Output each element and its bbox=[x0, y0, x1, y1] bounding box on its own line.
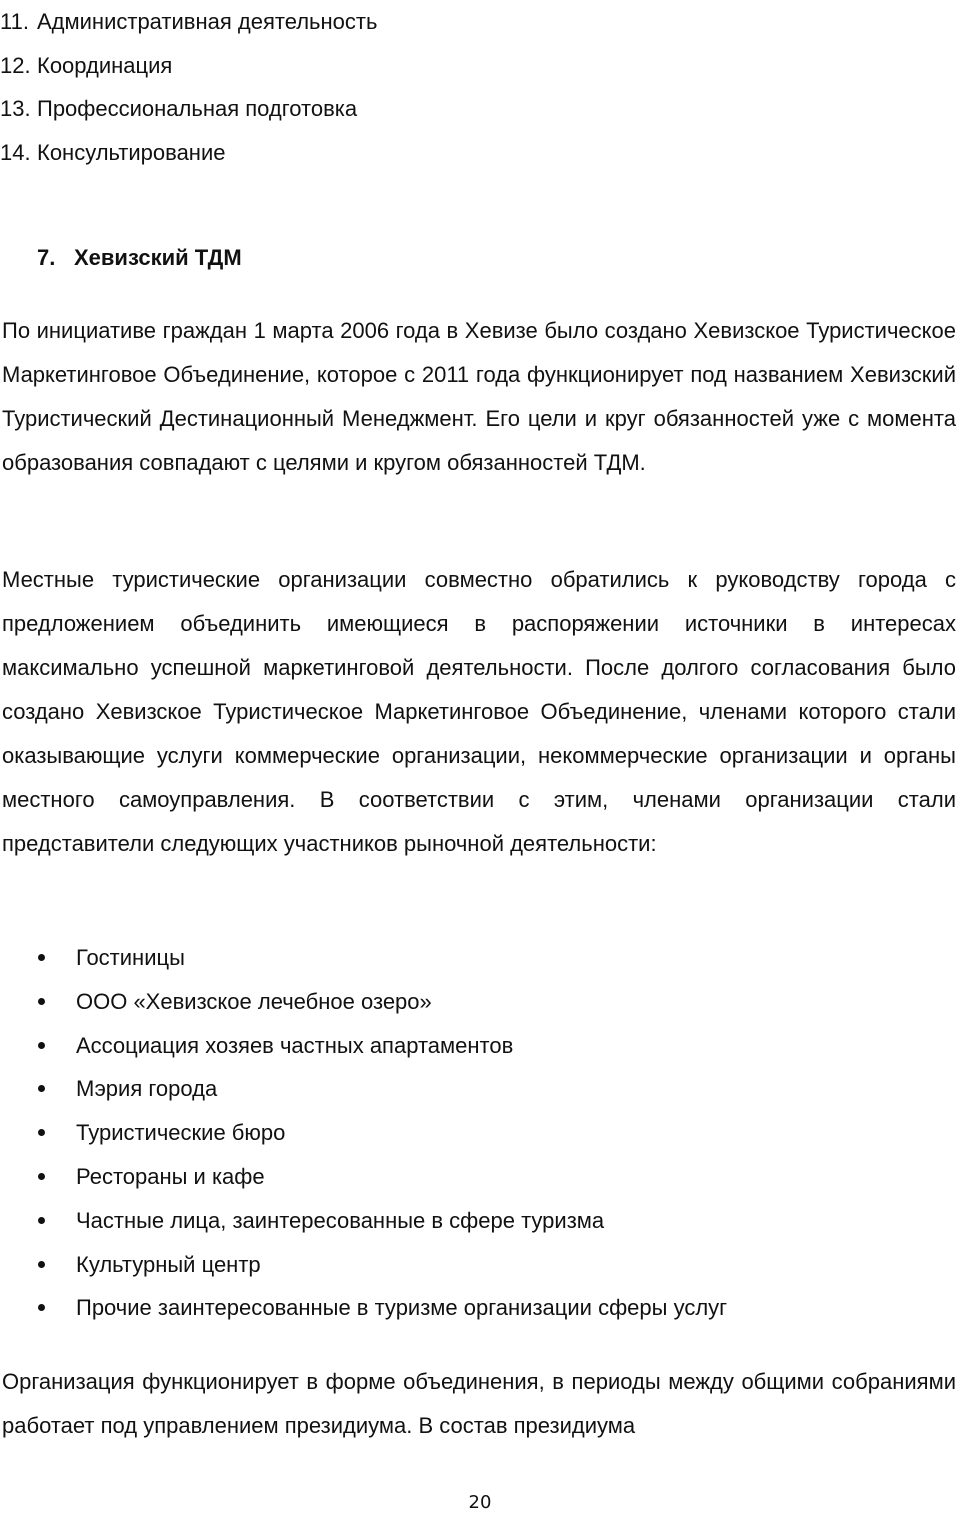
list-item-number: 13. bbox=[0, 96, 31, 121]
bullet-text: Рестораны и кафе bbox=[76, 1163, 265, 1189]
bullet-icon bbox=[38, 998, 45, 1005]
bullet-text: Прочие заинтересованные в туризме организации сферы услуг bbox=[76, 1295, 728, 1321]
bullet-icon bbox=[38, 1304, 45, 1311]
section-heading bbox=[37, 238, 242, 278]
list-item-number: 14. bbox=[0, 139, 31, 165]
bullet-text: Ассоциация хозяев частных апартаментов bbox=[76, 1032, 514, 1058]
bullet-item bbox=[0, 1067, 727, 1111]
page-number: 20 bbox=[468, 1492, 492, 1513]
section-title: Хевизский ТДМ bbox=[74, 245, 242, 270]
numbered-list bbox=[0, 0, 377, 174]
bullet-item bbox=[0, 1243, 727, 1287]
section-number: 7. bbox=[37, 245, 56, 270]
bullet-item bbox=[0, 1155, 727, 1199]
bullet-icon bbox=[38, 1217, 45, 1224]
bullet-list bbox=[0, 936, 727, 1330]
list-item-text: Профессиональная подготовка bbox=[37, 96, 358, 121]
list-item-text: Консультирование bbox=[37, 139, 226, 165]
bullet-icon bbox=[38, 1173, 45, 1180]
list-item-text: Координация bbox=[37, 52, 173, 78]
bullet-icon bbox=[38, 1261, 45, 1268]
bullet-item bbox=[0, 1024, 727, 1068]
bullet-text: ООО «Хевизское лечебное озеро» bbox=[76, 988, 432, 1014]
bullet-text: Частные лица, заинтересованные в сфере туризма bbox=[76, 1207, 605, 1233]
paragraph-intro: По инициативе граждан 1 марта 2006 года в Хевизе было создано Хевизское Туристическое Маркетинговое Объединение, которое с 2011 года функционирует под названием Хевизский Туристический Дестинационный Менеджмент. Его цели и круг обязанностей уже с момента образования совпадают с целями и кругом обязанностей ТДМ. bbox=[2, 318, 956, 475]
paragraph-organization: Организация функционирует в форме объединения, в периоды между общими собраниями работает под управлением президиума. В состав президиума bbox=[2, 1369, 956, 1438]
list-item-number: 11. bbox=[0, 9, 29, 34]
list-item-text: Административная деятельность bbox=[37, 9, 378, 34]
bullet-icon bbox=[38, 1085, 45, 1092]
bullet-item bbox=[0, 980, 727, 1024]
bullet-icon bbox=[38, 1042, 45, 1049]
list-item bbox=[0, 87, 377, 131]
bullet-item bbox=[0, 1286, 727, 1330]
bullet-icon bbox=[38, 954, 45, 961]
bullet-text: Культурный центр bbox=[76, 1251, 261, 1277]
paragraph-members: Местные туристические организации совместно обратились к руководству города с предложением объединить имеющиеся в распоряжении источники в интересах максимально успешной маркетинговой деятельности. После долгого согласования было создано Хевизское Туристическое Маркетинговое Объединение, членами которого стали оказывающие услуги коммерческие организации, некоммерческие организации и органы местного самоуправления. В соответствии с этим, членами организации стали представители следующих участников рыночной деятельности: bbox=[2, 567, 956, 856]
bullet-item bbox=[0, 936, 727, 980]
bullet-text: Мэрия города bbox=[76, 1076, 218, 1102]
bullet-text: Туристические бюро bbox=[76, 1120, 286, 1146]
bullet-item bbox=[0, 1111, 727, 1155]
list-item bbox=[0, 0, 377, 44]
list-item-number: 12. bbox=[0, 52, 31, 78]
list-item bbox=[0, 44, 377, 88]
bullet-text: Гостиницы bbox=[76, 945, 185, 970]
bullet-icon bbox=[38, 1129, 45, 1136]
bullet-item bbox=[0, 1199, 727, 1243]
list-item bbox=[0, 131, 377, 175]
